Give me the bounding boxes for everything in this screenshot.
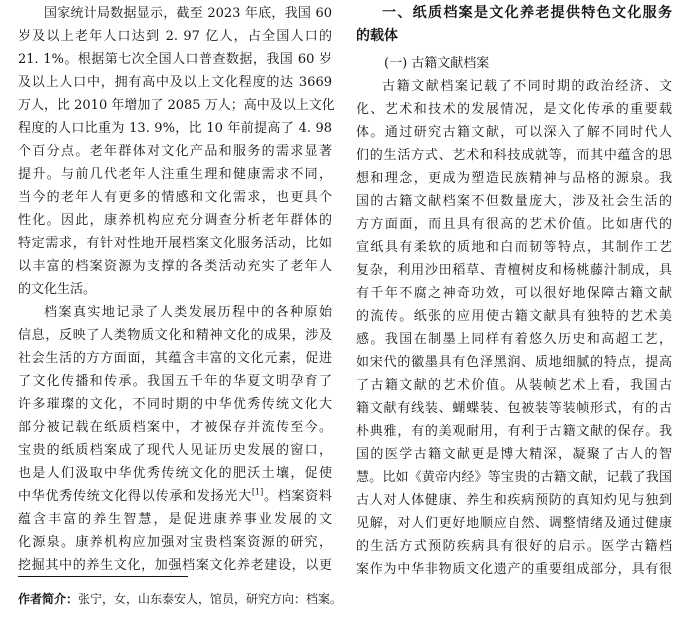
paragraph-line: 以丰富的档案资源为支撑的各类活动充实了老年人 xyxy=(18,259,332,274)
paragraph-line: 性化。因此，康养机构应充分调查分析老年群体的 xyxy=(18,213,332,228)
paragraph-line: 方方面面，而且具有很高的艺术价值。比如唐代的 xyxy=(356,217,672,232)
paragraph-line: 们的生活方式、艺术和科技成就等，而其中蕴含的思 xyxy=(356,148,672,163)
line-text: 中华优秀传统文化得以传承和发扬光大 xyxy=(18,489,252,504)
paragraph-line: 想和理念，更成为塑造民族精神与品格的源泉。我 xyxy=(356,171,672,186)
paragraph-line: 许多璀璨的文化，不同时期的中华优秀传统文化大 xyxy=(18,397,332,412)
citation-mark: [1] xyxy=(251,487,264,497)
paragraph-line: 有千年不腐之神奇功效，可以很好地保障古籍文献 xyxy=(356,286,672,301)
paragraph-line: 古人对人体健康、养生和疾病预防的真知灼见与独到 xyxy=(356,493,672,508)
section-heading: 一、纸质档案是文化养老提供特色文化服务 xyxy=(382,5,672,21)
paragraph-line: 的文化生活。 xyxy=(18,282,97,297)
paragraph-line: 国的医学古籍文献更是博大精深，凝聚了古人的智 xyxy=(356,447,672,462)
paragraph-line: 化源泉。康养机构应加强对宝贵档案资源的研究， xyxy=(18,535,332,550)
paragraph-line: 挖掘其中的养生文化，加强档案文化养老建设，以更 xyxy=(18,558,332,573)
paragraph-line: 特定需求，有针对性地开展档案文化服务活动，比如 xyxy=(18,236,332,251)
paragraph-line: 了古籍文献的艺术价值。从装帧艺术上看，我国古 xyxy=(356,378,672,393)
paragraph-line: 的生活方式预防疾病具有很好的启示。医学古籍档 xyxy=(356,539,672,554)
author-label: 作者简介： xyxy=(18,592,79,606)
paragraph-line: 信息，反映了人类物质文化和精神文化的成果，涉及 xyxy=(18,328,332,343)
section-heading-continued: 的载体 xyxy=(356,28,398,44)
paragraph-line: 宝贵的纸质档案成了现代人见证历史发展的窗口， xyxy=(18,443,332,458)
paragraph-line: 及以上人口中，拥有高中及以上文化程度的达 3669 xyxy=(18,75,332,90)
paragraph-line: 的流传。纸张的应用使古籍文献具有独特的艺术美 xyxy=(356,309,672,324)
paragraph-line: 了文化传播和传承。我国五千年的华夏文明孕育了 xyxy=(18,374,332,389)
paragraph-line: 21. 1%。根据第七次全国人口普查数据，我国 60 岁 xyxy=(18,52,332,67)
paragraph-line: 提升。与前几代老年人注重生理和健康需求不同， xyxy=(18,167,332,182)
paragraph-line: 古籍文献档案记载了不同时期的政治经济、文 xyxy=(382,79,672,94)
paragraph-line: 籍文献有线装、蝴蝶装、包被装等装帧形式，有的古 xyxy=(356,401,672,416)
paragraph-line: 国家统计局数据显示，截至 2023 年底，我国 60 xyxy=(44,6,332,21)
paragraph-line: 个百分点。老年群体对文化产品和服务的需求显著 xyxy=(18,144,332,159)
paragraph-line: 档案真实地记录了人类发展历程中的各种原始 xyxy=(44,305,332,320)
author-footnote xyxy=(18,590,342,608)
paragraph-line: 案作为中华非物质文化遗产的重要组成部分，具有很 xyxy=(356,562,672,577)
paragraph-line: 社会生活的方方面面，其蕴含丰富的文化元素，促进 xyxy=(18,351,332,366)
paragraph-line: 岁及以上老年人口达到 2. 97 亿人，占全国人口的 xyxy=(18,29,332,44)
author-text: 张宁，女，山东泰安人，馆员，研究方向：档案。 xyxy=(78,592,343,606)
paragraph-line: 朴典雅，有的美观耐用，有利于古籍文献的保存。我 xyxy=(356,424,672,439)
paragraph-line: 复杂，利用沙田稻草、青檀树皮和杨桃藤汁制成，具 xyxy=(356,263,672,278)
paragraph-line-with-citation xyxy=(18,485,332,508)
paragraph-line: 当今的老年人有更多的情感和文化需求，也更具个 xyxy=(18,190,332,205)
paragraph-line: 蕴含丰富的养生智慧，是促进康养事业发展的文 xyxy=(18,512,332,527)
paragraph-line: 感。我国在制墨上同样有着悠久历史和高超工艺， xyxy=(356,332,672,347)
subsection-heading: (一) 古籍文献档案 xyxy=(384,56,490,71)
paragraph-line: 体。通过研究古籍文献，可以深入了解不同时代人 xyxy=(356,125,672,140)
paragraph-line: 国的古籍文献档案不但数量庞大，涉及社会生活的 xyxy=(356,194,672,209)
line-text-tail: 。档案资料 xyxy=(263,489,332,504)
paragraph-line: 如宋代的徽墨具有色泽黑润、质地细腻的特点，提高 xyxy=(356,355,672,370)
paragraph-line: 万人，比 2010 年增加了 2085 万人；高中及以上文化 xyxy=(18,98,335,113)
paragraph-line: 程度的人口比重为 13. 9%，比 10 年前提高了 4. 98 xyxy=(18,121,332,136)
paragraph-line: 见解，对人们更好地顺应自然、调整情绪及通过健康 xyxy=(356,516,672,531)
paragraph-line: 化、艺术和技术的发展情况，是文化传承的重要载 xyxy=(356,102,672,117)
paragraph-line: 部分被记载在纸质档案中，才被保存并流传至今。 xyxy=(18,420,332,435)
paragraph-line: 也是人们汲取中华优秀传统文化的肥沃土壤，促使 xyxy=(18,466,332,481)
paragraph-line: 慧。比如《黄帝内经》等宝贵的古籍文献，记载了我国 xyxy=(356,470,672,485)
footnote-divider xyxy=(18,576,188,577)
paragraph-line: 宣纸具有柔软的质地和白而韧等特点，其制作工艺 xyxy=(356,240,672,255)
